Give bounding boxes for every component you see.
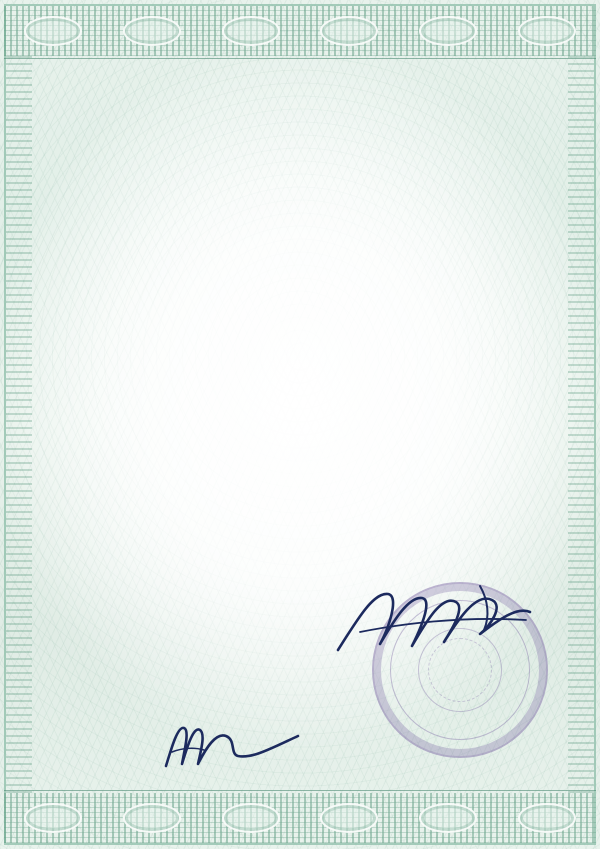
ornament-oval (518, 16, 576, 46)
ornament-oval (222, 803, 280, 833)
ornament-oval (518, 803, 576, 833)
ornament-oval (320, 16, 378, 46)
ornament-oval (24, 16, 82, 46)
signature-block (62, 631, 554, 763)
top-ornament-band (4, 6, 596, 56)
certificate-body (46, 78, 554, 142)
ornament-oval (123, 803, 181, 833)
ornament-oval (24, 803, 82, 833)
signature-row-chairman (62, 631, 554, 681)
ornament-oval (419, 803, 477, 833)
signature-row-secretary (62, 730, 554, 763)
bottom-band-rule (4, 790, 596, 791)
ornament-oval (419, 16, 477, 46)
ornament-oval (320, 803, 378, 833)
top-band-rule (4, 58, 596, 59)
ornament-oval (123, 16, 181, 46)
bottom-band-ovals (4, 793, 596, 843)
bottom-ornament-band (4, 793, 596, 843)
ornament-oval (222, 16, 280, 46)
left-ornament-strip (6, 56, 32, 793)
signature-row-rector (62, 689, 554, 722)
top-band-ovals (4, 6, 596, 56)
right-ornament-strip (568, 56, 594, 793)
